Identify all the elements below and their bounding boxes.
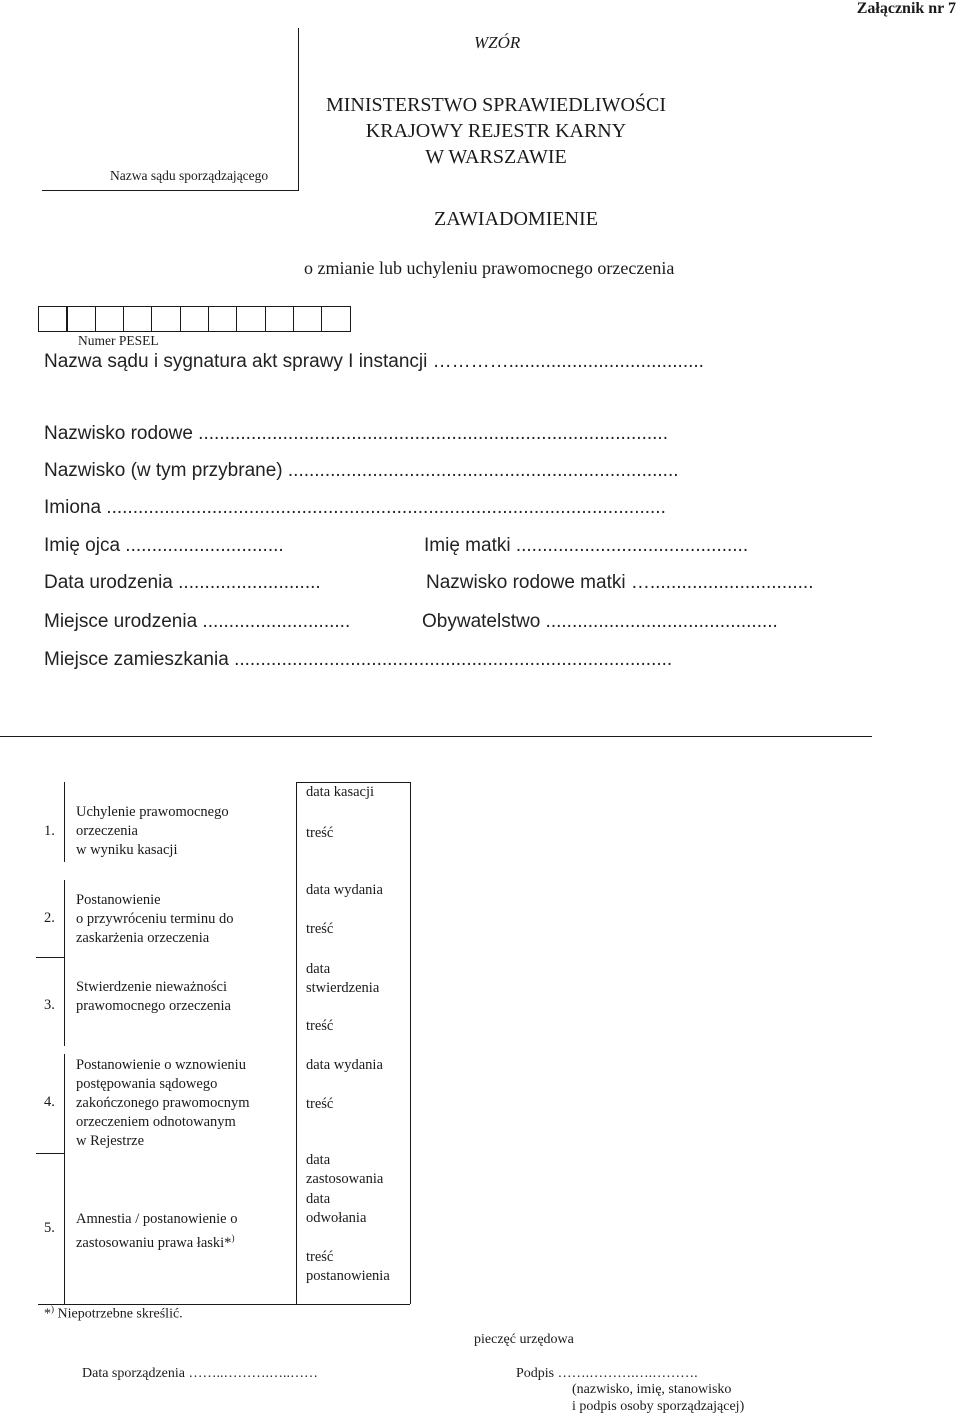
- row-field[interactable]: treść: [306, 921, 334, 937]
- court-box: [42, 28, 299, 191]
- recipient-line-2: KRAJOWY REJESTR KARNY: [365, 120, 627, 142]
- field-birth-surname[interactable]: Nazwisko rodowe .........................................................................................: [44, 423, 668, 444]
- pesel-digit-box[interactable]: [236, 306, 266, 332]
- row-field[interactable]: stwierdzenia: [306, 980, 380, 996]
- row-desc: Amnestia / postanowienie o: [76, 1211, 238, 1227]
- stamp-label: pieczęć urzędowa: [474, 1332, 574, 1347]
- pesel-digit-box[interactable]: [321, 306, 351, 332]
- pesel-digit-box[interactable]: [66, 306, 96, 332]
- row-desc-sup: ): [231, 1233, 235, 1243]
- field-mother-name[interactable]: Imię matki ............................................: [424, 535, 749, 556]
- row-field[interactable]: data wydania: [306, 1057, 383, 1073]
- field-birth-date[interactable]: Data urodzenia ...........................: [44, 572, 321, 593]
- row-desc: w Rejestrze: [76, 1133, 145, 1149]
- separator-line: [0, 736, 872, 737]
- pesel-boxes[interactable]: [38, 306, 349, 332]
- template-mark: WZÓR: [474, 33, 521, 52]
- pesel-digit-box[interactable]: [38, 306, 68, 332]
- footnote-mark: *: [44, 1306, 51, 1322]
- row-desc: Postanowienie o wznowieniu: [76, 1057, 246, 1073]
- row-field[interactable]: data: [306, 1152, 331, 1168]
- pesel-digit-box[interactable]: [95, 306, 125, 332]
- document-title: ZAWIADOMIENIE: [434, 208, 598, 230]
- row-desc: [76, 1229, 234, 1253]
- field-birth-place[interactable]: Miejsce urodzenia ............................: [44, 611, 351, 632]
- table-border: [296, 782, 297, 1304]
- pesel-digit-box[interactable]: [293, 306, 323, 332]
- footnote-text: Niepotrzebne skreślić.: [54, 1306, 183, 1322]
- table-border: [64, 1054, 65, 1304]
- table-border: [36, 1153, 64, 1154]
- row-field[interactable]: treść: [306, 1096, 334, 1112]
- document-subtitle: o zmianie lub uchyleniu prawomocnego orzeczenia: [304, 258, 675, 278]
- footnote-sup: ): [51, 1304, 54, 1314]
- row-field[interactable]: data: [306, 1191, 331, 1207]
- row-field[interactable]: treść: [306, 1249, 334, 1265]
- table-border: [36, 957, 64, 958]
- pesel-digit-box[interactable]: [151, 306, 181, 332]
- table-border: [64, 880, 65, 1046]
- row-desc: Uchylenie prawomocnego: [76, 804, 229, 820]
- pesel-digit-box[interactable]: [265, 306, 295, 332]
- row-number: 2.: [44, 910, 55, 926]
- row-desc: Postanowienie: [76, 892, 161, 908]
- field-father-name[interactable]: Imię ojca ..............................: [44, 535, 284, 556]
- row-desc: postępowania sądowego: [76, 1076, 218, 1092]
- row-desc-text: zastosowaniu prawa łaski*: [76, 1234, 232, 1251]
- field-residence[interactable]: Miejsce zamieszkania ...................................................................................: [44, 649, 673, 670]
- row-desc: Stwierdzenie nieważności: [76, 979, 227, 995]
- row-desc: zakończonego prawomocnym: [76, 1095, 250, 1111]
- field-citizenship[interactable]: Obywatelstwo ............................................: [422, 611, 778, 632]
- field-first-names[interactable]: Imiona ..........................................................................................................: [44, 497, 666, 518]
- pesel-label: Numer PESEL: [78, 333, 159, 348]
- row-field[interactable]: data kasacji: [306, 784, 375, 800]
- field-mother-birth-surname[interactable]: Nazwisko rodowe matki …...............................: [426, 572, 814, 593]
- field-surname[interactable]: Nazwisko (w tym przybrane) ..........................................................................: [44, 460, 679, 481]
- row-number: 4.: [44, 1094, 55, 1110]
- row-desc: o przywróceniu terminu do: [76, 911, 234, 927]
- row-desc: zaskarżenia orzeczenia: [76, 930, 210, 946]
- field-court-case[interactable]: Nazwa sądu i sygnatura akt sprawy I instancji ………….....................................: [44, 351, 704, 372]
- row-number: 3.: [44, 997, 55, 1013]
- row-number: 5.: [44, 1220, 55, 1236]
- table-border: [64, 782, 65, 862]
- signature-note: i podpis osoby sporządzającej): [572, 1399, 745, 1414]
- row-desc: orzeczeniem odnotowanym: [76, 1114, 236, 1130]
- row-field[interactable]: data: [306, 961, 331, 977]
- court-caption: Nazwa sądu sporządzającego: [110, 168, 269, 183]
- row-field[interactable]: treść: [306, 825, 334, 841]
- pesel-digit-box[interactable]: [180, 306, 210, 332]
- date-made-field[interactable]: Data sporządzenia ……..……….…..……: [82, 1366, 318, 1381]
- row-field[interactable]: data wydania: [306, 882, 383, 898]
- row-desc: prawomocnego orzeczenia: [76, 998, 231, 1014]
- footnote: [44, 1304, 183, 1323]
- row-field[interactable]: odwołania: [306, 1210, 367, 1226]
- pesel-digit-box[interactable]: [123, 306, 153, 332]
- signature-note: (nazwisko, imię, stanowisko: [572, 1382, 732, 1397]
- annex-label: Załącznik nr 7: [856, 0, 956, 17]
- row-field[interactable]: postanowienia: [306, 1268, 390, 1284]
- row-field[interactable]: zastosowania: [306, 1171, 384, 1187]
- recipient-line-1: MINISTERSTWO SPRAWIEDLIWOŚCI: [325, 94, 667, 116]
- row-number: 1.: [44, 823, 55, 839]
- recipient-line-3: W WARSZAWIE: [425, 146, 567, 168]
- signature-field[interactable]: Podpis …….……….….……….: [516, 1366, 698, 1381]
- pesel-digit-box[interactable]: [208, 306, 238, 332]
- table-border: [410, 782, 411, 1304]
- row-desc: orzeczenia: [76, 823, 138, 839]
- row-field[interactable]: treść: [306, 1018, 334, 1034]
- row-desc: w wyniku kasacji: [76, 842, 178, 858]
